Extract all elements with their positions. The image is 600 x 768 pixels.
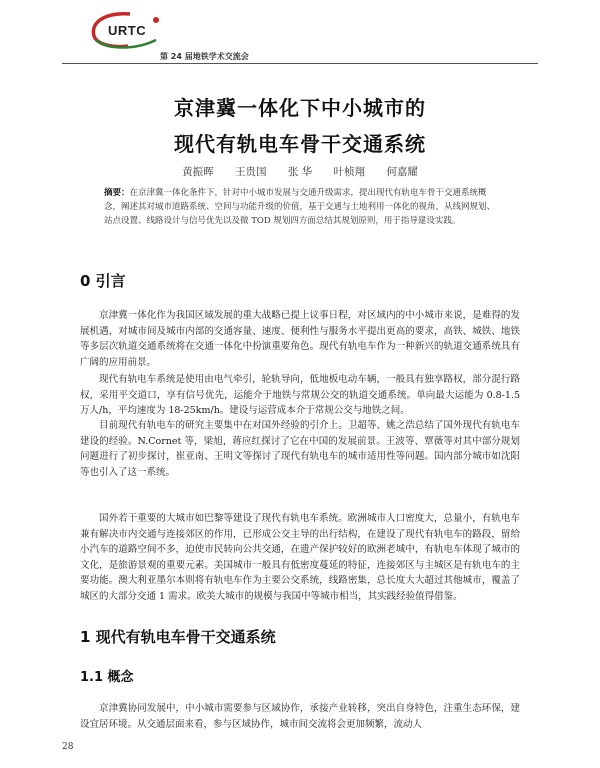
body-paragraph: 京津冀一体化作为我国区域发展的重大战略已提上议事日程，对区域内的中小城市来说，是难得的发展机遇，对城市间及城市内部的交通容量、速度、便利性与服务水平提出更高的要求，高铁、城铁、地铁等多层次轨道交通系统将在交通一体化中扮演重要角色。现代有轨电车作为一种新兴的轨道交通系统具有广阔的应用前景。	[80, 310, 520, 368]
paper-title-line-2: 现代有轨电车骨干交通系统	[174, 132, 426, 156]
conference-name: 第 24 届地铁学术交流会	[160, 52, 249, 61]
abstract-text: 在京津冀一体化条件下，针对中小城市发展与交通升级需求，提出现代有轨电车骨干交通系统概念，阐述其对城市道路系统、空间与功能升级的价值，基于交通与土地利用一体化的视角，从线网规划、站点设置、线路设计与信号优先以及微 TOD 规划四方面总结其规划原则，用于指导建设实践。	[104, 188, 496, 227]
author: 叶桢翔	[333, 166, 366, 178]
author-list	[0, 164, 600, 179]
section-heading-intro: 0 引言	[80, 272, 126, 290]
author: 王贵国	[234, 166, 267, 178]
page-header	[0, 0, 600, 64]
author: 何嘉耀	[386, 166, 418, 178]
page-number: 28	[62, 742, 74, 752]
logo-text: URTC	[108, 23, 147, 38]
subsection-heading-1-1: 1.1 概念	[80, 670, 134, 685]
author: 黄振晖	[182, 166, 214, 178]
abstract-label: 摘要：	[104, 188, 130, 198]
body-paragraph: 国外若干重要的大城市如巴黎等建设了现代有轨电车系统。欧洲城市人口密度大，总量小，有轨电车兼有解决市内交通与连接郊区的作用，已形成公交主导的出行结构，在建设了现代有轨电车的路段，留给小汽车的道路空间不多，迫使市民转向公共交通，在遗产保护较好的欧洲老城中，有轨电车体现了城市的文化，是旅游景观的重要元素。美国城市一般具有低密度蔓延的特征，连接郊区与主城区是有轨电车的主要功能。澳大利亚墨尔本则将有轨电车作为主要公交系统，线路密集，总长度大大超过其他城市，覆盖了城区的大部分交通 1 需求。欧美大城市的规模与我国中等城市相当，其实践经验值得借鉴。	[80, 513, 520, 602]
body-paragraph: 现代有轨电车系统是使用由电气牵引，轮轨导向，低地板电动车辆，一般具有独享路权，部分混行路权，采用平交道口，享有信号优先，运能介于地铁与常规公交的轨道交通系统。单向最大运能为 0.8-1.5 万人/h，平均速度为 18-25km/h。建设与运营成本介于常规公交与地铁之间。	[80, 374, 520, 417]
urtc-logo	[84, 10, 176, 50]
abstract	[104, 186, 500, 229]
section-heading-1: 1 现代有轨电车骨干交通系统	[80, 628, 276, 646]
body-paragraph: 目前现代有轨电车的研究主要集中在对国外经验的引介上。卫超等、姚之浩总结了国外现代有轨电车建设的经验。N.Cornet 等，梁旭，蒋应红探讨了它在中国的发展前景。王波等、覃薇等对其中部分规划问题进行了初步探讨，崔亚南、王明文等探讨了现代有轨电车的城市适用性等问题。国内部分城市如沈阳等也引入了这一系统。	[80, 420, 520, 478]
body-paragraph: 京津冀协同发展中，中小城市需要参与区域协作，承接产业转移，突出自身特色，注重生态环保，建设宜居环境。从交通层面来看，参与区域协作，城市间交流将会更加频繁，流动人	[80, 703, 520, 730]
header-rule	[62, 63, 538, 64]
author: 张 华	[287, 166, 313, 178]
paper-title-line-1: 京津冀一体化下中小城市的	[174, 96, 426, 120]
